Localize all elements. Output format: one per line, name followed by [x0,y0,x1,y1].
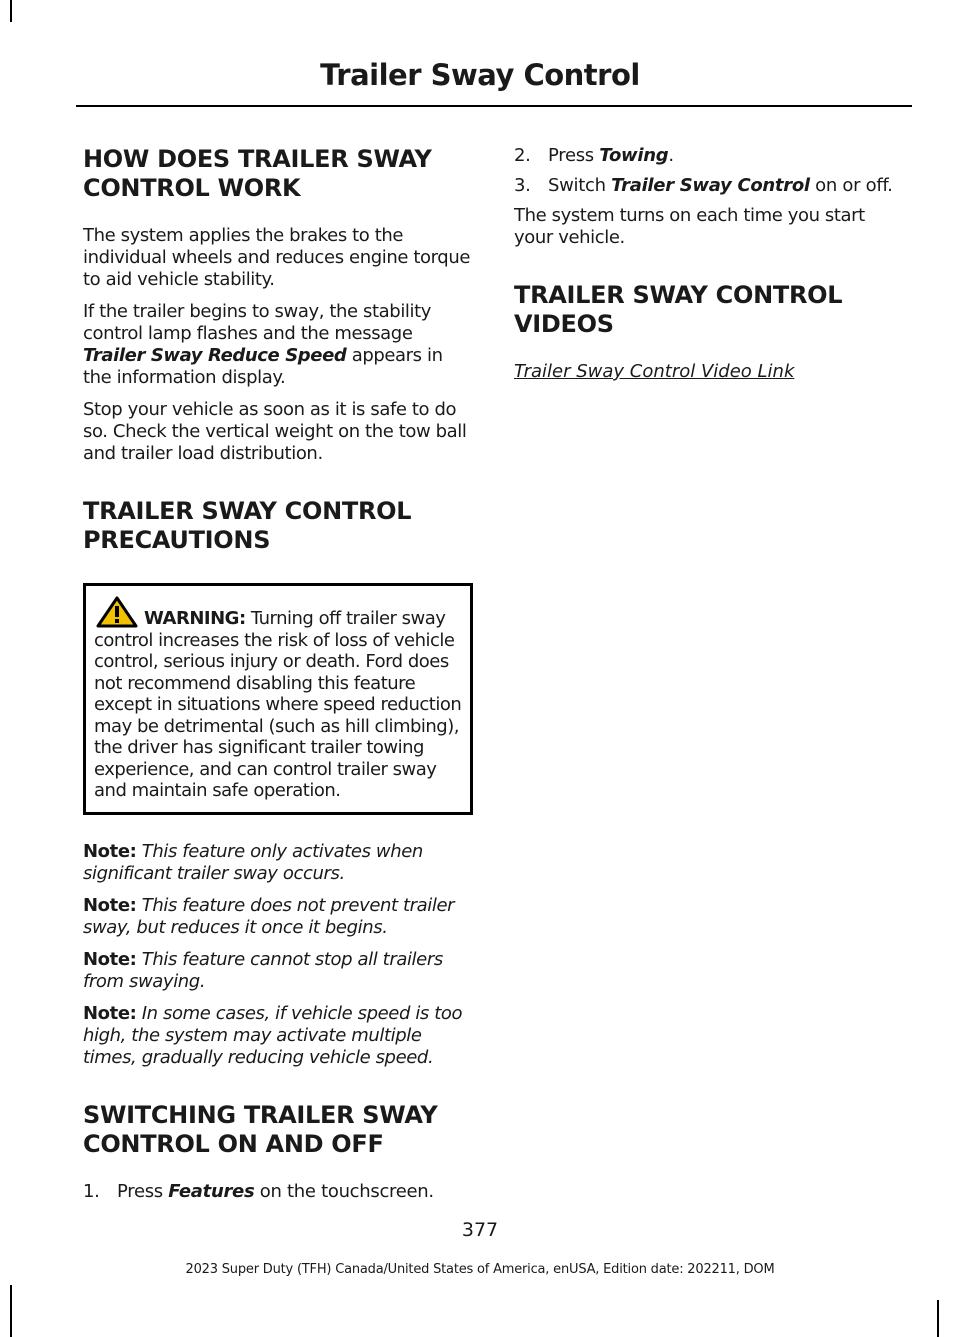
step-item: 3. Switch Trailer Sway Control on or off. [514,175,893,196]
section-heading-videos: TRAILER SWAY CONTROL VIDEOS [514,281,843,338]
display-message: Trailer Sway Reduce Speed [83,345,347,366]
note: Note: This feature cannot stop all trailers from swaying. [83,948,443,992]
crop-mark [937,1300,939,1337]
paragraph: The system applies the brakes to the individual wheels and reduces engine torque to aid vehicle stability. [83,225,471,290]
page-title: Trailer Sway Control [320,58,640,92]
section-heading-how-it-works: HOW DOES TRAILER SWAY CONTROL WORK [83,145,432,202]
video-link[interactable]: Trailer Sway Control Video Link [514,361,795,382]
paragraph: If the trailer begins to sway, the stability control lamp flashes and the message Trailer Sway Reduce Speed appears in the information display. [83,301,443,388]
section-heading-switching: SWITCHING TRAILER SWAY CONTROL ON AND OFF [83,1100,438,1158]
page-number: 377 [461,1219,499,1241]
step-item: 1. Press Features on the touchscreen. [83,1180,434,1202]
crop-mark [10,1285,12,1337]
paragraph: Stop your vehicle as soon as it is safe to do so. Check the vertical weight on the tow ball and trailer load distribution. [83,399,467,464]
warning-text: Turning off trailer sway control increases the risk of loss of vehicle control, serious injury or death. Ford does not recommend disabling this feature except in situations where speed reduction may be detrimental (such as hill climbing), the driver has significant trailer towing experience, and can control trailer sway and maintain safe operation. [94,608,462,801]
section-heading-precautions: TRAILER SWAY CONTROL PRECAUTIONS [83,497,412,554]
crop-mark [10,0,12,22]
header-divider [76,105,912,107]
note: Note: This feature does not prevent trailer sway, but reduces it once it begins. [83,894,455,938]
left-column [83,145,473,1211]
edition-footer: 2023 Super Duty (TFH) Canada/United States of America, enUSA, Edition date: 202211, DOM [185,1262,775,1277]
warning-triangle-icon [96,596,138,628]
right-column [514,145,904,382]
note: Note: This feature only activates when significant trailer sway occurs. [83,840,423,884]
paragraph: The system turns on each time you start your vehicle. [514,205,865,248]
step-item: 2. Press Towing. [514,145,674,166]
warning-box [83,583,473,815]
warning-label: WARNING: [144,608,246,629]
note: Note: In some cases, if vehicle speed is too high, the system may activate multiple times, gradually reducing vehicle speed. [83,1002,463,1068]
